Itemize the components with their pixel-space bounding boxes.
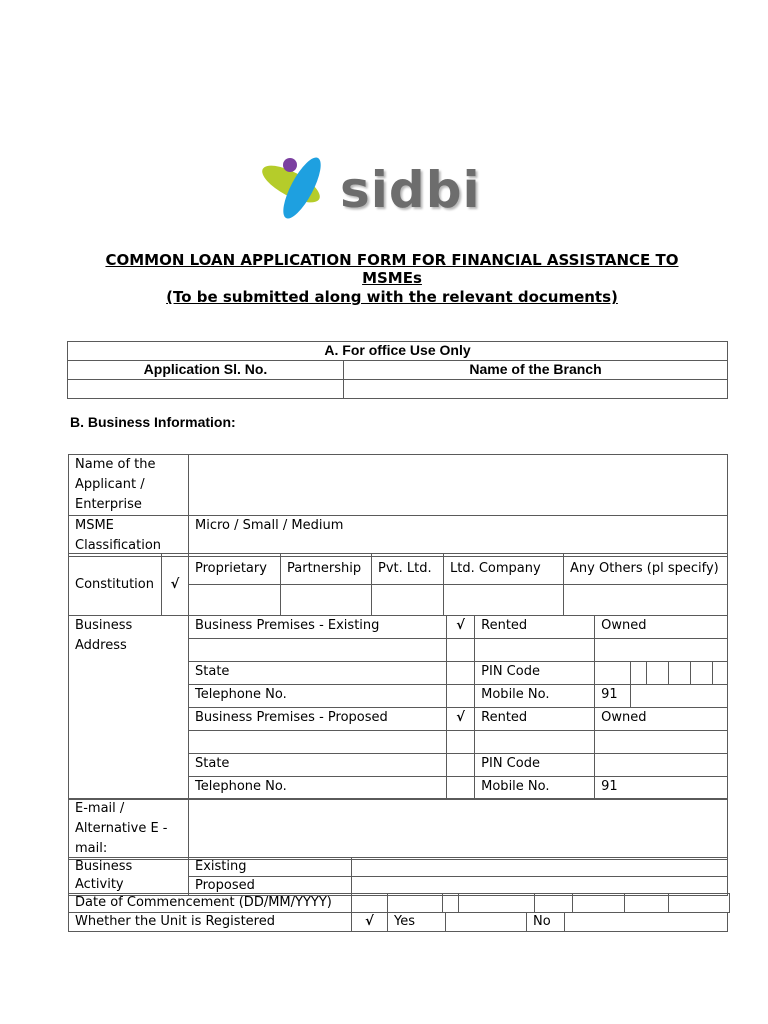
constitution-check-mark: √ <box>162 554 189 616</box>
existing-telephone-label: Telephone No. <box>189 685 447 708</box>
branch-name-header: Name of the Branch <box>344 361 728 380</box>
business-activity-label: Business Activity <box>69 858 189 896</box>
existing-mobile-prefix: 91 <box>595 685 631 708</box>
application-sl-no-field[interactable] <box>68 380 344 399</box>
date-digit-box[interactable] <box>669 894 730 913</box>
office-use-table <box>67 341 728 399</box>
constitution-option-ltd-company[interactable]: Ltd. Company <box>444 554 564 585</box>
existing-pin-code-label: PIN Code <box>475 662 595 685</box>
constitution-table <box>68 553 728 616</box>
constitution-option-partnership[interactable]: Partnership <box>281 554 372 585</box>
business-info-table-top <box>68 454 728 557</box>
existing-pin-digit[interactable] <box>691 662 713 685</box>
proposed-mobile-label: Mobile No. <box>475 777 595 800</box>
activity-existing-field[interactable] <box>352 858 728 877</box>
premises-proposed-check: √ <box>447 708 475 731</box>
existing-state-field[interactable] <box>447 662 475 685</box>
existing-address-field-3[interactable] <box>475 639 595 662</box>
proprietary-check-box[interactable] <box>189 585 281 616</box>
date-digit-box[interactable] <box>352 894 388 913</box>
existing-pin-digit[interactable] <box>669 662 691 685</box>
applicant-name-field[interactable] <box>189 455 728 516</box>
partnership-check-box[interactable] <box>281 585 372 616</box>
registration-table <box>68 912 728 932</box>
existing-pin-digit[interactable] <box>713 662 728 685</box>
pvt-ltd-check-box[interactable] <box>372 585 444 616</box>
proposed-state-label: State <box>189 754 447 777</box>
proposed-address-field-3[interactable] <box>475 731 595 754</box>
application-sl-no-header: Application Sl. No. <box>68 361 344 380</box>
email-field[interactable] <box>189 799 728 860</box>
branch-name-field[interactable] <box>344 380 728 399</box>
business-address-table <box>68 615 728 800</box>
existing-owned-option[interactable]: Owned <box>595 616 728 639</box>
registered-yes-box[interactable] <box>446 913 527 932</box>
existing-pin-digit[interactable] <box>631 662 647 685</box>
proposed-address-field-2[interactable] <box>447 731 475 754</box>
existing-address-field[interactable] <box>189 639 447 662</box>
proposed-address-field[interactable] <box>189 731 447 754</box>
registered-yes-option[interactable]: Yes <box>388 913 446 932</box>
commencement-date-label: Date of Commencement (DD/MM/YYYY) <box>69 894 352 913</box>
constitution-option-proprietary[interactable]: Proprietary <box>189 554 281 585</box>
existing-state-label: State <box>189 662 447 685</box>
msme-classification-value[interactable]: Micro / Small / Medium <box>189 516 728 557</box>
existing-rented-option[interactable]: Rented <box>475 616 595 639</box>
sidbi-logo <box>258 148 526 228</box>
date-digit-box[interactable] <box>388 894 443 913</box>
proposed-mobile-prefix[interactable]: 91 <box>595 777 728 800</box>
existing-mobile-label: Mobile No. <box>475 685 595 708</box>
activity-proposed-label: Proposed <box>189 877 352 896</box>
email-label: E-mail / Alternative E -mail: <box>69 799 189 860</box>
registered-label: Whether the Unit is Registered <box>69 913 352 932</box>
constitution-option-pvt-ltd[interactable]: Pvt. Ltd. <box>372 554 444 585</box>
sidbi-logo-mark-icon <box>258 148 348 228</box>
constitution-option-others[interactable]: Any Others (pl specify) <box>564 554 728 585</box>
proposed-address-field-4[interactable] <box>595 731 728 754</box>
date-digit-box[interactable] <box>459 894 535 913</box>
commencement-table <box>68 893 730 913</box>
form-title-line2: MSMEs <box>362 269 422 287</box>
business-activity-table <box>68 857 728 896</box>
business-address-label: Business Address <box>69 616 189 800</box>
sidbi-logo-text: sidbi <box>340 161 481 219</box>
proposed-rented-option[interactable]: Rented <box>475 708 595 731</box>
proposed-pin-code-field[interactable] <box>595 754 728 777</box>
existing-address-field-4[interactable] <box>595 639 728 662</box>
email-table <box>68 798 728 860</box>
premises-existing-label: Business Premises - Existing <box>189 616 447 639</box>
proposed-state-field[interactable] <box>447 754 475 777</box>
existing-pin-digit[interactable] <box>595 662 631 685</box>
existing-mobile-field[interactable] <box>631 685 728 708</box>
proposed-telephone-field[interactable] <box>447 777 475 800</box>
existing-address-field-2[interactable] <box>447 639 475 662</box>
date-digit-box[interactable] <box>535 894 573 913</box>
msme-classification-label: MSME Classification <box>69 516 189 557</box>
form-title-line1: COMMON LOAN APPLICATION FORM FOR FINANCIAL ASSISTANCE TO <box>105 251 679 269</box>
premises-proposed-label: Business Premises - Proposed <box>189 708 447 731</box>
activity-existing-label: Existing <box>189 858 352 877</box>
proposed-pin-code-label: PIN Code <box>475 754 595 777</box>
proposed-owned-option[interactable]: Owned <box>595 708 728 731</box>
proposed-telephone-label: Telephone No. <box>189 777 447 800</box>
date-digit-box[interactable] <box>443 894 459 913</box>
existing-pin-digit[interactable] <box>647 662 669 685</box>
section-b-title: B. Business Information: <box>70 414 236 430</box>
section-a-title: A. For office Use Only <box>68 342 728 361</box>
date-digit-box[interactable] <box>573 894 625 913</box>
form-subtitle: (To be submitted along with the relevant documents) <box>166 288 618 306</box>
applicant-name-label: Name of the Applicant / Enterprise <box>69 455 189 516</box>
constitution-label: Constitution <box>69 554 162 616</box>
registered-no-option[interactable]: No <box>527 913 565 932</box>
others-check-box[interactable] <box>564 585 728 616</box>
date-digit-box[interactable] <box>625 894 669 913</box>
existing-telephone-field[interactable] <box>447 685 475 708</box>
ltd-company-check-box[interactable] <box>444 585 564 616</box>
registered-no-box[interactable] <box>565 913 728 932</box>
registered-check: √ <box>352 913 388 932</box>
premises-existing-check: √ <box>447 616 475 639</box>
